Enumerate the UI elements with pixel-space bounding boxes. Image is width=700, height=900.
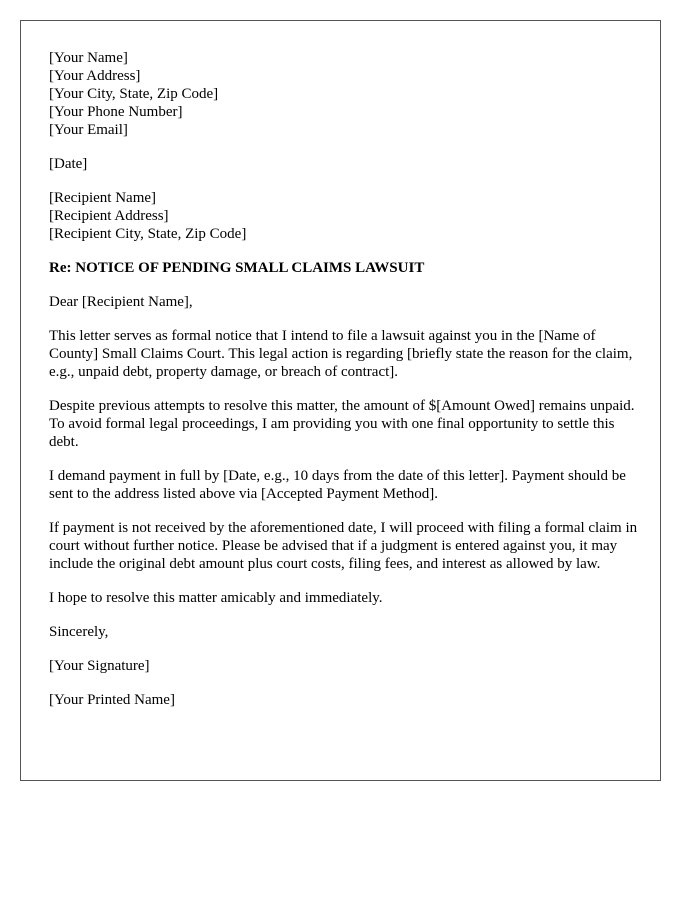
sender-city: [Your City, State, Zip Code]	[49, 86, 219, 102]
body-paragraph: If payment is not received by the aforementioned date, I will proceed with filing a formal claim in court without further notice. Please be advised that if a judgment is entered against you, it may include the original debt amount plus court costs, filing fees, and interest as allowed by law.	[49, 520, 638, 572]
signature: [Your Signature]	[49, 658, 150, 674]
closing: Sincerely,	[49, 624, 109, 640]
body-paragraph: Despite previous attempts to resolve this matter, the amount of $[Amount Owed] remains unpaid. To avoid formal legal proceedings, I am providing you with one final opportunity to settle this debt.	[49, 398, 635, 450]
sender-name: [Your Name]	[49, 50, 128, 66]
recipient-address: [Recipient Address]	[49, 208, 169, 224]
recipient-name: [Recipient Name]	[49, 190, 157, 206]
sender-address: [Your Address]	[49, 68, 141, 84]
recipient-block	[49, 189, 640, 243]
subject-line: Re: NOTICE OF PENDING SMALL CLAIMS LAWSUIT	[49, 260, 425, 276]
recipient-city: [Recipient City, State, Zip Code]	[49, 226, 247, 242]
sender-phone: [Your Phone Number]	[49, 104, 183, 120]
sender-block	[49, 49, 640, 139]
printed-name: [Your Printed Name]	[49, 692, 175, 708]
salutation: Dear [Recipient Name],	[49, 294, 193, 310]
letter-date: [Date]	[49, 156, 88, 172]
letter-document	[20, 20, 661, 781]
sender-email: [Your Email]	[49, 122, 128, 138]
body-paragraph: I demand payment in full by [Date, e.g., 10 days from the date of this letter]. Payment should be sent to the address listed above via [Accepted Payment Method].	[49, 468, 626, 502]
body-paragraph: This letter serves as formal notice that I intend to file a lawsuit against you in the [Name of County] Small Claims Court. This legal action is regarding [briefly state the reason for the claim, e.g., unpaid debt, property damage, or breach of contract].	[49, 328, 633, 380]
body-paragraph: I hope to resolve this matter amicably and immediately.	[49, 590, 383, 606]
